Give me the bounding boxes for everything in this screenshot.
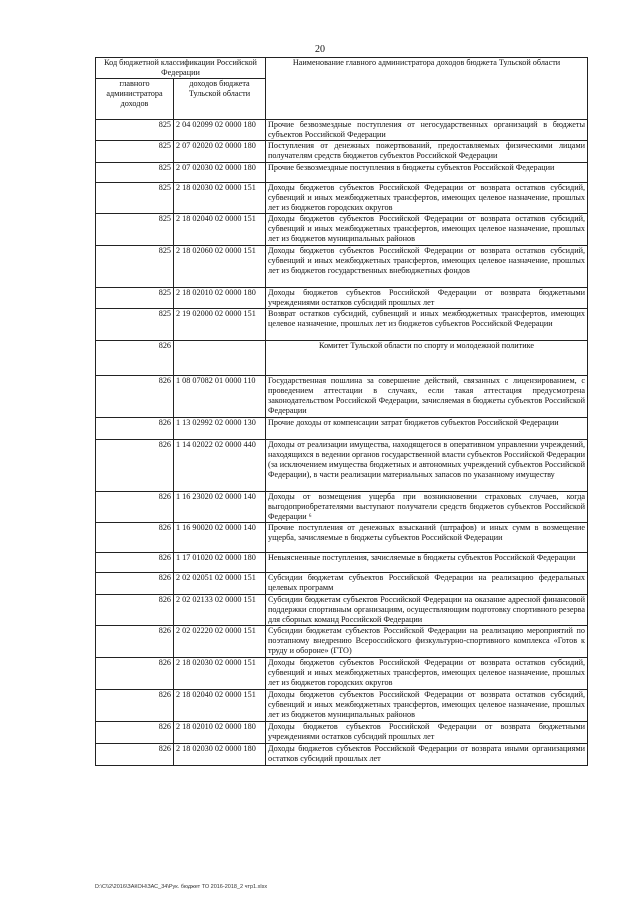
admin-code-cell: 825 — [96, 246, 174, 288]
table-row — [96, 722, 588, 744]
income-code-cell: 2 18 02030 02 0000 151 — [174, 658, 266, 690]
income-name-cell: Доходы бюджетов субъектов Российской Федерации от возврата остатков субсидий, субвенций и иных межбюджетных трансфертов, имеющих целевое назначение, прошлых лет из бюджетов городских округов — [266, 183, 588, 214]
income-code-cell: 2 19 02000 02 0000 151 — [174, 309, 266, 341]
table-row — [96, 141, 588, 163]
income-name-cell: Доходы от реализации имущества, находящегося в оперативном управлении учреждений, находящихся в ведении органов государственной власти субъектов Российской Федерации (за исключением имущества бюджетных и автономных учреждений субъектов Российской Федерации), в части реализации материальных запасов по указанному имуществу — [266, 440, 588, 492]
table-row — [96, 163, 588, 183]
income-code-cell: 2 02 02220 02 0000 151 — [174, 626, 266, 658]
income-name-cell: Субсидии бюджетам субъектов Российской Федерации на оказание адресной финансовой поддержки спортивным организациям, осуществляющим подготовку спортивного резерва для сборных команд Российской Федерации — [266, 595, 588, 626]
admin-code-cell: 825 — [96, 141, 174, 163]
income-code-cell: 1 08 07082 01 0000 110 — [174, 376, 266, 418]
income-code-cell: 1 16 23020 02 0000 140 — [174, 492, 266, 523]
income-name-cell: Возврат остатков субсидий, субвенций и иных межбюджетных трансфертов, имеющих целевое назначение, прошлых лет из бюджетов субъектов Российской Федерации — [266, 309, 588, 341]
table-row — [96, 120, 588, 141]
income-name-cell: Прочие безвозмездные поступления от негосударственных организаций в бюджеты субъектов Российской Федерации — [266, 120, 588, 141]
table-body — [96, 120, 588, 766]
table-row — [96, 553, 588, 573]
admin-code-cell: 826 — [96, 595, 174, 626]
admin-code-cell: 826 — [96, 523, 174, 553]
income-code-cell: 2 02 02133 02 0000 151 — [174, 595, 266, 626]
table-row — [96, 573, 588, 595]
header-name-column: Наименование главного администратора доходов бюджета Тульской области — [266, 58, 588, 120]
admin-code-cell: 825 — [96, 163, 174, 183]
table-row — [96, 523, 588, 553]
income-name-cell: Прочие доходы от компенсации затрат бюджетов субъектов Российской Федерации — [266, 418, 588, 440]
header-income-column: доходов бюджета Тульской области — [174, 79, 266, 120]
income-name-cell: Доходы от возмещения ущерба при возникновении страховых случаев, когда выгодоприобретателями выступают получатели средств бюджетов субъектов Российской Федерации ⁶ — [266, 492, 588, 523]
header-admin-column: главного администратора доходов — [96, 79, 174, 120]
table-row — [96, 183, 588, 214]
income-code-cell: 2 18 02030 02 0000 180 — [174, 744, 266, 766]
table-row — [96, 376, 588, 418]
admin-code-cell: 826 — [96, 573, 174, 595]
admin-code-cell: 826 — [96, 626, 174, 658]
income-name-cell: Субсидии бюджетам субъектов Российской Федерации на реализацию мероприятий по поэтапному внедрению Всероссийского физкультурно-спортивного комплекса «Готов к труду и обороне» (ГТО) — [266, 626, 588, 658]
admin-code-cell: 826 — [96, 553, 174, 573]
income-name-cell: Доходы бюджетов субъектов Российской Федерации от возврата бюджетными учреждениями остатков субсидий прошлых лет — [266, 288, 588, 309]
page-number: 20 — [315, 44, 325, 55]
table-row — [96, 440, 588, 492]
header-code-group: Код бюджетной классификации Российской Федерации — [96, 58, 266, 79]
income-name-cell: Доходы бюджетов субъектов Российской Федерации от возврата остатков субсидий, субвенций и иных межбюджетных трансфертов, имеющих целевое назначение, прошлых лет из бюджетов городских округов — [266, 658, 588, 690]
income-code-cell: 2 18 02040 02 0000 151 — [174, 690, 266, 722]
admin-code-cell: 826 — [96, 440, 174, 492]
income-code-cell: 2 07 02020 02 0000 180 — [174, 141, 266, 163]
income-code-cell: 2 18 02010 02 0000 180 — [174, 722, 266, 744]
income-code-cell: 2 18 02010 02 0000 180 — [174, 288, 266, 309]
table-row — [96, 309, 588, 341]
income-code-cell: 1 13 02992 02 0000 130 — [174, 418, 266, 440]
income-name-cell: Доходы бюджетов субъектов Российской Федерации от возврата остатков субсидий, субвенций и иных межбюджетных трансфертов, имеющих целевое назначение, прошлых лет из бюджетов государственных внебюджетных фондов — [266, 246, 588, 288]
section-title-cell: Комитет Тульской области по спорту и молодежной политике — [266, 341, 588, 376]
income-name-cell: Поступления от денежных пожертвований, предоставляемых физическими лицами получателям средств бюджетов субъектов Российской Федерации — [266, 141, 588, 163]
income-code-cell: 2 04 02099 02 0000 180 — [174, 120, 266, 141]
income-name-cell: Невыясненные поступления, зачисляемые в бюджеты субъектов Российской Федерации — [266, 553, 588, 573]
income-name-cell: Прочие поступления от денежных взысканий (штрафов) и иных сумм в возмещение ущерба, зачисляемые в бюджеты субъектов Российской Федерации — [266, 523, 588, 553]
table-row — [96, 214, 588, 246]
admin-code-cell: 825 — [96, 183, 174, 214]
admin-code-cell: 826 — [96, 492, 174, 523]
table-row — [96, 492, 588, 523]
table-row — [96, 418, 588, 440]
income-name-cell: Государственная пошлина за совершение действий, связанных с лицензированием, с проведением аттестации в случаях, если такая аттестация предусмотрена законодательством Российской Федерации, зачисляемая в бюджеты субъектов Российской Федерации — [266, 376, 588, 418]
admin-code-cell: 826 — [96, 690, 174, 722]
admin-code-cell: 825 — [96, 214, 174, 246]
admin-code-cell: 825 — [96, 288, 174, 309]
income-code-cell: 2 18 02060 02 0000 151 — [174, 246, 266, 288]
income-code-cell — [174, 341, 266, 376]
table-row — [96, 288, 588, 309]
admin-code-cell: 826 — [96, 418, 174, 440]
admin-code-cell: 826 — [96, 341, 174, 376]
table-row — [96, 595, 588, 626]
income-code-cell: 2 07 02030 02 0000 180 — [174, 163, 266, 183]
admin-code-cell: 825 — [96, 120, 174, 141]
income-name-cell: Доходы бюджетов субъектов Российской Федерации от возврата бюджетными учреждениями остатков субсидий прошлых лет — [266, 722, 588, 744]
revenue-classification-table — [95, 57, 588, 766]
table-header-row — [96, 58, 588, 79]
income-code-cell: 1 16 90020 02 0000 140 — [174, 523, 266, 553]
table-row — [96, 246, 588, 288]
income-name-cell: Прочие безвозмездные поступления в бюджеты субъектов Российской Федерации — [266, 163, 588, 183]
income-code-cell: 1 14 02022 02 0000 440 — [174, 440, 266, 492]
income-code-cell: 2 18 02030 02 0000 151 — [174, 183, 266, 214]
admin-code-cell: 826 — [96, 658, 174, 690]
income-code-cell: 2 02 02051 02 0000 151 — [174, 573, 266, 595]
income-name-cell: Субсидии бюджетам субъектов Российской Федерации на реализацию федеральных целевых программ — [266, 573, 588, 595]
table-row — [96, 690, 588, 722]
admin-code-cell: 826 — [96, 722, 174, 744]
table-row — [96, 626, 588, 658]
admin-code-cell: 826 — [96, 376, 174, 418]
income-name-cell: Доходы бюджетов субъектов Российской Федерации от возврата иными организациями остатков субсидий прошлых лет — [266, 744, 588, 766]
table-row — [96, 744, 588, 766]
income-name-cell: Доходы бюджетов субъектов Российской Федерации от возврата остатков субсидий, субвенций и иных межбюджетных трансфертов, имеющих целевое назначение, прошлых лет из бюджетов муниципальных районов — [266, 690, 588, 722]
section-header-row — [96, 341, 588, 376]
admin-code-cell: 825 — [96, 309, 174, 341]
income-code-cell: 2 18 02040 02 0000 151 — [174, 214, 266, 246]
file-path-footer: D:\C\\2\2016\ЗАКОН\ЗАС_34\Рук. бюджет ТО 2016-2018_2 чтр1.xlsx — [95, 884, 268, 890]
table-row — [96, 658, 588, 690]
income-code-cell: 1 17 01020 02 0000 180 — [174, 553, 266, 573]
admin-code-cell: 826 — [96, 744, 174, 766]
income-name-cell: Доходы бюджетов субъектов Российской Федерации от возврата остатков субсидий, субвенций и иных межбюджетных трансфертов, имеющих целевое назначение, прошлых лет из бюджетов муниципальных районов — [266, 214, 588, 246]
